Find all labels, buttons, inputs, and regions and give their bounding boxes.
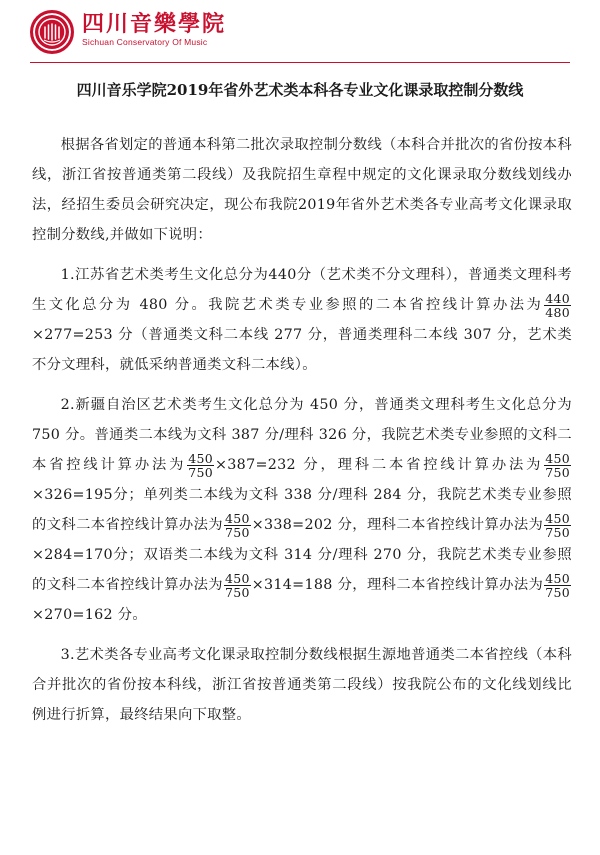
fraction-2e: [224, 572, 251, 599]
logo-text: [82, 12, 226, 48]
fraction-numerator: 450: [224, 570, 250, 586]
intro-paragraph: 根据各省划定的普通本科第二批次录取控制分数线（本科合并批次的省份按本科线，浙江省按普通类第二段线）及我院招生章程中规定的文化课录取分数线划线办法，经招生委员会研究决定，现公布我院2019年省外艺术类各专业高考文化课录取控制分数线,并做如下说明：: [32, 137, 572, 243]
fraction-numerator: 450: [545, 570, 570, 586]
header-divider: [30, 62, 570, 63]
document-title: 四川音乐学院2019年省外艺术类本科各专业文化课录取控制分数线: [76, 81, 524, 99]
school-seal-icon: [30, 10, 74, 54]
fraction-denominator: 480: [545, 304, 570, 320]
item-2-text-4: ×338=202 分，理科二本省控线计算办法为: [251, 517, 544, 533]
fraction-denominator: 750: [224, 584, 250, 600]
item-2-text-6: ×314=188 分，理科二本省控线计算办法为: [251, 577, 544, 593]
document-body: [32, 130, 572, 730]
fraction-denominator: 750: [188, 464, 213, 480]
item-1-paragraph: [32, 260, 572, 380]
fraction-denominator: 750: [224, 524, 250, 540]
fraction-denominator: 750: [545, 524, 570, 540]
item-1-text-1: 1.江苏省艺术类考生文化总分为440分（艺术类不分文理科），普通类文理科考生文化总分为 480 分。我院艺术类专业参照的二本省控线计算办法为: [32, 267, 572, 313]
item-2-text-1: 2.新疆自治区艺术类考生文化总分为 450 分，普通类文理科考生文化总分为 750 分。普通类二本线为文科 387 分/理科 326 分，我院艺术类专业参照的文科二本省控线计算办法为: [32, 397, 572, 473]
fraction-numerator: 440: [545, 290, 570, 306]
fraction-2a: [187, 452, 214, 479]
fraction-numerator: 450: [545, 510, 570, 526]
fraction-numerator: 450: [188, 450, 213, 466]
fraction-2b: [544, 452, 571, 479]
item-3-paragraph: 3.艺术类各专业高考文化课录取控制分数线根据生源地普通类二本省控线（本科合并批次的省份按本科线，浙江省按普通类第二段线）按我院公布的文化线划线比例进行折算，最终结果向下取整。: [32, 647, 572, 723]
fraction-numerator: 450: [545, 450, 570, 466]
fraction-1: [544, 292, 571, 319]
fraction-denominator: 750: [545, 464, 570, 480]
item-2-paragraph: [32, 390, 572, 630]
fraction-2f: [544, 572, 571, 599]
header: [30, 8, 570, 60]
item-2-text-2: ×387=232 分，理科二本省控线计算办法为: [215, 457, 544, 473]
item-2-text-7: ×270=162 分。: [32, 607, 147, 623]
school-name-cn: 四川音樂學院: [82, 11, 227, 37]
item-2-text-5: ×284=170分；双语类二本线为文科 314 分/理科 270 分，我院艺术类专业参照的文科二本省控线计算办法为: [32, 547, 572, 593]
fraction-denominator: 750: [545, 584, 570, 600]
school-name-en: Sichuan Conservatory Of Music: [82, 37, 208, 47]
item-1-text-2: ×277=253 分（普通类文科二本线 277 分，普通类理科二本线 307 分，艺术类不分文理科，就低采纳普通类文科二本线）。: [32, 327, 572, 373]
item-2-text-3: ×326=195分；单列类二本线为文科 338 分/理科 284 分，我院艺术类专业参照的文科二本省控线计算办法为: [32, 487, 572, 533]
fraction-numerator: 450: [224, 510, 250, 526]
fraction-2c: [224, 512, 251, 539]
fraction-2d: [544, 512, 571, 539]
